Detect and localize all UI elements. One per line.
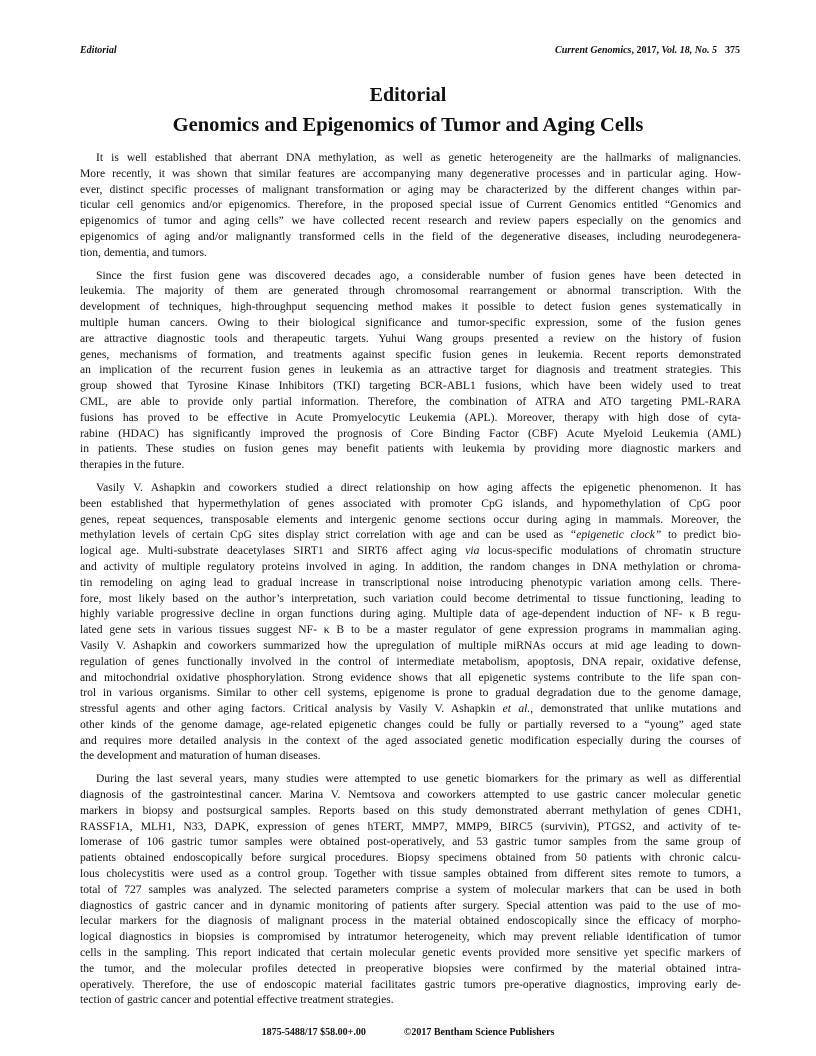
text-line: rabine (HDAC) has significantly improved the prognosis of Core Binding Factor (CBF) Acute Myeloid Leukemia (AML) [80,426,741,440]
text-line: highly variable progressive decline in organ functions during aging. Multiple data of age-dependent induction of NF- κ B regu- [80,607,741,621]
text-line: logical age. Multi-substrate deacetylases SIRT1 and SIRT6 affect aging via locus-specific modulations of chromatin structure [80,544,742,558]
text-line: and mitochondrial oxidative phosphorylation. Strong evidence shows that all epigenetic systems contribute to the life span con- [80,670,741,684]
journal-name: Current Genomics [555,45,632,56]
text-line: and activity of multiple regulatory proteins involved in aging. In addition, the random changes in DNA methylation or chroma- [80,559,741,573]
text-line: Vasily V. Ashapkin and coworkers summarized how the upregulation of multiple miRNAs occurs at mid age leading to down- [80,638,741,652]
text-line: genes, mechanisms of formation, and treatments against specific fusion genes in leukemia. Recent reports demonstrated [80,347,741,361]
page-footer [0,1027,816,1038]
text-line: Vasily V. Ashapkin and coworkers studied a direct relationship on how aging affects the epigenetic phenomenon. It has [96,480,741,494]
text-line: the development and maturation of human diseases. [80,749,321,763]
copyright: ©2017 Bentham Science Publishers [403,1027,555,1038]
text-line: It is well established that aberrant DNA methylation, as well as genetic heterogeneity are the hallmarks of malignancies. [96,151,741,164]
text-line: leukemia. The majority of them are generated through chromosomal rearrangement or abnormal transcription. With the [80,284,741,298]
text-line: and requires more detailed analysis in the context of the aged associated genetic modification especially during the courses of [80,733,741,747]
text-line: therapies in the future. [80,458,185,472]
journal-year: , 2017, [631,45,662,56]
text-line: lated gene sets in various tissues suggest NF- κ B to be a master regulator of gene expression programs in mammalian aging. [80,623,741,637]
text-line: the tumor, and the molecular profiles detected in preoperative biopsies were confirmed by the material obtained intra- [80,961,741,975]
text-line: development of techniques, high-throughput sequencing method makes it possible to detect fusion genes systematically in [80,300,741,314]
text-line: are attractive diagnostic tools and therapeutic targets. Yuhui Wang groups presented a review on the history of fusion [80,331,741,345]
article-title: Genomics and Epigenomics of Tumor and Aging Cells [172,114,644,136]
text-line: other kinds of the genome damage, age-related epigenetic changes could be fully or partially reversed to a “young” aged state [80,717,741,731]
text-line: trol in various organisms. Similar to other cell systems, epigenome is prone to gradual degradation due to the genome damage, [80,686,741,700]
text-line: operatively. Therefore, the use of endoscopic material facilitates gastric tumors pre-operative diagnostics, improving early de- [80,977,741,991]
text-line: ever, distinct specific processes of malignant transformation or aging may be characterized by the different changes within par- [80,182,741,196]
text-line: tion, dementia, and tumors. [80,245,207,259]
text-line: RASSF1A, MLH1, N33, DAPK, expression of genes hTERT, MMP7, MMP9, BIRC5 (survivin), PTGS2, and activity of te- [80,819,741,833]
text-line: lous cholecystitis were used as a control group. Together with tissue samples obtained from different sites remote to tumors, a [80,867,741,881]
text-line: stressful agents and other aging factors. Critical analysis by Vasily V. Ashapkin et al., demonstrated that unlike mutations and [80,702,742,716]
paragraph [80,150,741,261]
text-line: During the last several years, many studies were attempted to use genetic biomarkers for the primary as well as differential [96,772,741,786]
section-title: Editorial [369,84,447,106]
text-line: More recently, it was shown that similar features are accompanying many degenerative processes and in particular aging. How- [80,166,741,180]
paragraph [80,771,741,1008]
text-line: been established that hypermethylation of genes associated with promoter CpG islands, and hypomethylation of CpG poor [80,496,741,510]
text-line: total of 727 samples was analyzed. The selected parameters comprise a system of molecular markers that can be used in both [80,882,741,896]
text-line: cells in the sampling. This report indicated that certain molecular genetic events provided more sensitive yet specific markers of [80,946,741,960]
text-line: Since the first fusion gene was discovered decades ago, a considerable number of fusion genes have been detected in [96,268,741,282]
text-line: in patients. These studies on fusion genes may benefit patients with leukemia by providing more diagnostic markers and [80,442,741,456]
text-line: markers in biopsy and postsurgical samples. Reports based on this study demonstrated aberrant methylation of genes CDH1, [80,803,741,817]
text-line: lomerase of 106 gastric tumor samples were obtained post-operatively, and 53 gastric tumor samples from the same group of [80,835,741,849]
paragraph [80,480,741,764]
text-line: genes, repeat sequences, transposable elements and intergenic genome sections occur during aging in mammals. Moreover, the [80,512,741,526]
text-line: logical diagnostics in biopsies is compromised by intratumor heterogeneity, which may prevent reliable identification of tumor [80,930,741,944]
text-line: diagnostics of gastric cancer and in dynamic monitoring of patients after surgery. Special attention was paid to the use of mo- [80,898,741,912]
text-line: ticular cell genomics and/or epigenomics. Therefore, in the proposed special issue of Current Genomics entitled “Genomics and [80,198,741,212]
text-line: CML, are able to provide only partial information. Therefore, the combination of ATRA and ATO targeting PML-RARA [80,394,741,408]
page-number: 375 [725,45,740,56]
text-line: methylation levels of certain CpG sites display strict correlation with age and can be used as “epigenetic clock” to predict bio- [80,528,741,542]
text-line: regulation of genes functionally involved in the control of intermediate metabolism, apoptosis, DNA repair, oxidative defense, [80,654,741,668]
text-line: patients obtained endoscopically before surgical procedures. Biopsy specimens obtained from 50 patients with chronic calcu- [80,851,741,865]
italic-text: via [465,544,480,558]
running-header [80,45,740,56]
header-section-label: Editorial [80,45,117,56]
paragraph [80,268,741,473]
italic-text: “epigenetic clock” [569,528,662,542]
text-line: tection of gastric cancer and potential effective treatment strategies. [80,993,394,1007]
text-line: an implication of the recurrent fusion genes in leukemia as an attractive target for diagnosis and treatment strategies. This [80,363,741,377]
text-line: fusions has proved to be effective in Acute Promyelocytic Leukemia (APL). Moreover, therapy with high dose of cyta- [80,410,741,424]
journal-volume: Vol. 18, No. 5 [661,45,717,56]
text-line: epigenomics of aging and/or malignantly transformed cells in the field of the degenerative diseases, including neurodegenera- [80,229,741,243]
text-line: multiple human cancers. Owing to their biological significance and tumor-specific expression, some of the fusion genes [80,315,741,329]
text-line: lecular markers for the diagnosis of malignant process in the material obtained endoscopically since the efficacy of morpho- [80,914,741,928]
article-body [80,150,741,1015]
text-line: fore, most likely based on the author’s interpretation, such variation could become detrimental to tissue functioning, leading to [80,591,741,605]
italic-text: et al. [502,702,531,716]
issn-price: 1875-5488/17 $58.00+.00 [261,1027,366,1038]
text-line: epigenomics of tumor and aging cells” we have collected recent research and review papers especially on the genomics and [80,214,741,228]
journal-citation [555,45,740,56]
text-line: group showed that Tyrosine Kinase Inhibitors (TKI) targeting BCR-ABL1 fusions, which have been widely used to treat [80,379,741,393]
text-line: tin remodeling on aging lead to gradual increase in transcriptional noise introducing phenotypic variation among cells. There- [80,575,741,589]
text-line: diagnosis of the gastrointestinal cancer. Marina V. Nemtsova and coworkers attempted to use gastric cancer molecular genetic [80,788,741,802]
